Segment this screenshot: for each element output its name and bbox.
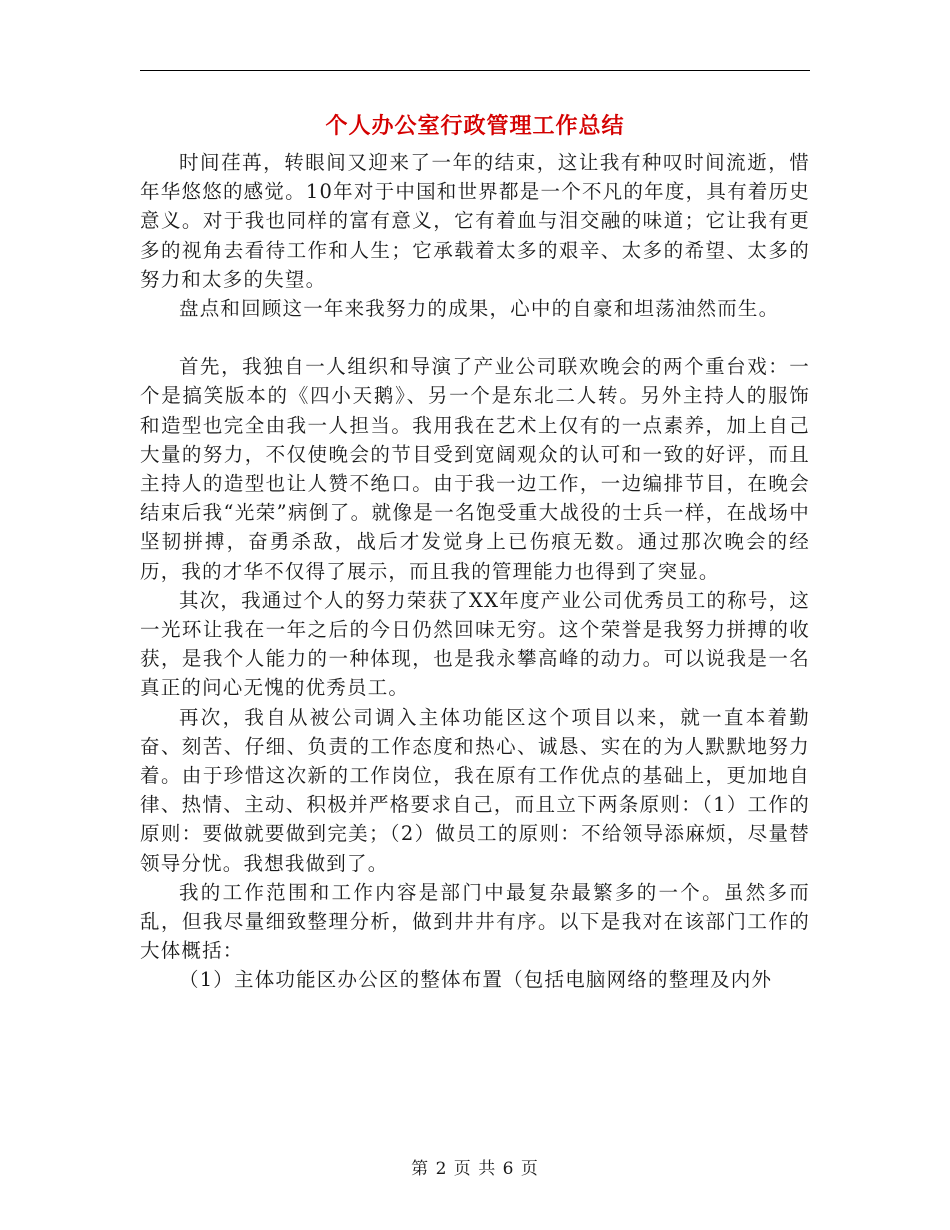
paragraph-second: 其次，我通过个人的努力荣获了XX年度产业公司优秀员工的称号，这一光环让我在一年之后的今日仍然回味无穷。这个荣誉是我努力拼搏的收获，是我个人能力的一种体现，也是我永攀高峰的动力。可以说我是一名真正的问心无愧的优秀员工。 — [140, 588, 810, 700]
paragraph-scope: 我的工作范围和工作内容是部门中最复杂最繁多的一个。虽然多而乱，但我尽量细致整理分析，做到井井有序。以下是我对在该部门工作的大体概括： — [140, 880, 810, 963]
header-rule — [140, 70, 810, 71]
paragraph-intro: 时间荏苒，转眼间又迎来了一年的结束，这让我有种叹时间流逝，惜年华悠悠的感觉。10年对于中国和世界都是一个不凡的年度，具有着历史意义。对于我也同样的富有意义，它有着血与泪交融的味道；它让我有更多的视角去看待工作和人生；它承载着太多的艰辛、太多的希望、太多的努力和太多的失望。 — [140, 151, 810, 291]
paragraph-review: 盘点和回顾这一年来我努力的成果，心中的自豪和坦荡油然而生。 — [179, 297, 780, 321]
paragraph-third: 再次，我自从被公司调入主体功能区这个项目以来，就一直本着勤奋、刻苦、仔细、负责的工作态度和热心、诚恳、实在的为人默默地努力着。由于珍惜这次新的工作岗位，我在原有工作优点的基础上，更加地自律、热情、主动、积极并严格要求自己，而且立下两条原则：（1）工作的原则：要做就要做到完美；（2）做员工的原则：不给领导添麻烦，尽量替领导分忧。我想我做到了。 — [140, 705, 810, 875]
paragraph-first: 首先，我独自一人组织和导演了产业公司联欢晚会的两个重台戏：一个是搞笑版本的《四小天鹅》、另一个是东北二人转。另外主持人的服饰和造型也完全由我一人担当。我用我在艺术上仅有的一点素养，加上自己大量的努力，不仅使晚会的节目受到宽阔观众的认可和一致的好评，而且主持人的造型也让人赞不绝口。由于我一边工作，一边编排节目，在晚会结束后我“光荣”病倒了。就像是一名饱受重大战役的士兵一样，在战场中坚韧拼搏，奋勇杀敌，战后才发觉身上已伤痕无数。通过那次晚会的经历，我的才华不仅得了展示，而且我的管理能力也得到了突显。 — [140, 355, 810, 583]
paragraph-list-item-1: （1）主体功能区办公区的整体布置（包括电脑网络的整理及内外 — [179, 968, 773, 992]
page-number: 第 2 页 共 6 页 — [411, 1159, 539, 1179]
paragraph-spacer — [140, 323, 810, 352]
document-body — [140, 148, 810, 995]
document-title: 个人办公室行政管理工作总结 — [325, 113, 625, 139]
